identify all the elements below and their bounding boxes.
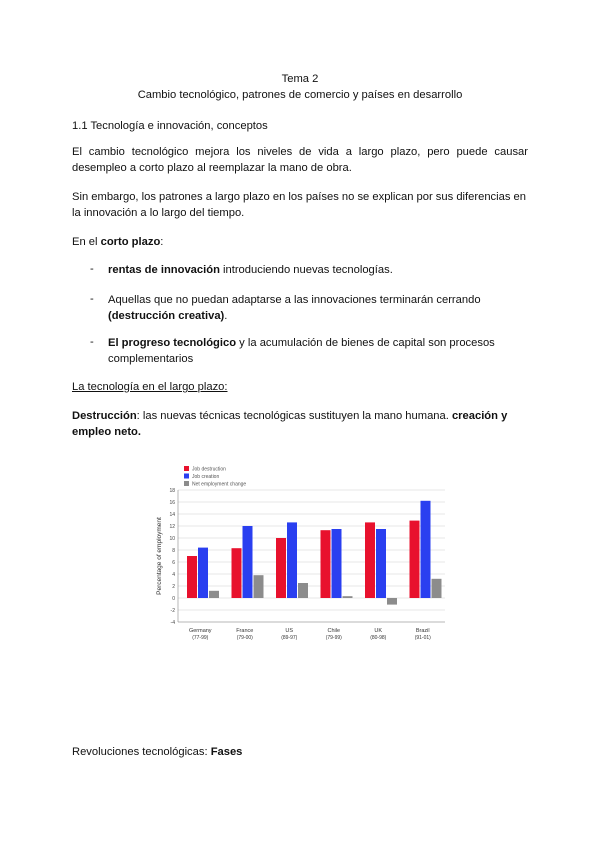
bar-job-destruction xyxy=(365,522,375,598)
bar-job-creation xyxy=(421,501,431,598)
legend-swatch xyxy=(184,474,189,479)
bar-net-employment-change xyxy=(254,575,264,598)
short-term-line xyxy=(72,235,528,251)
destruccion-paragraph xyxy=(72,409,528,440)
bar-job-destruction xyxy=(187,556,197,598)
x-tick-period: (79-00) xyxy=(236,635,253,641)
legend-swatch xyxy=(184,481,189,486)
bar-job-creation xyxy=(243,526,253,598)
y-tick-label: 0 xyxy=(172,596,175,602)
bar-job-destruction xyxy=(232,548,242,598)
revoluciones-bold: Fases xyxy=(210,746,243,758)
bullet-marker: - xyxy=(90,263,94,275)
legend-label: Job destruction xyxy=(192,466,226,473)
legend-label: Job creation xyxy=(192,474,220,480)
y-tick-label: 8 xyxy=(172,548,175,554)
x-tick-period: (79-99) xyxy=(325,635,342,641)
short-term-bold: corto plazo xyxy=(100,236,161,248)
bullet-2-bold: (destrucción creativa) xyxy=(108,309,225,322)
bullet-marker: - xyxy=(90,336,94,348)
bar-job-destruction xyxy=(276,538,286,598)
bar-job-creation xyxy=(198,548,208,598)
bullet-2-end: . xyxy=(224,309,228,322)
y-tick-label: 4 xyxy=(172,572,175,578)
bar-job-creation xyxy=(332,529,342,598)
bar-job-destruction xyxy=(410,521,420,598)
creacion-bold: creación y empleo neto. xyxy=(72,410,508,438)
bar-net-employment-change xyxy=(343,596,353,598)
y-tick-label: -2 xyxy=(170,608,175,614)
x-tick-period: (89-97) xyxy=(281,635,298,641)
bar-job-creation xyxy=(287,522,297,598)
x-tick-label: Brazil xyxy=(415,628,430,634)
bullet-marker: - xyxy=(90,293,94,305)
x-tick-label: Chile xyxy=(327,628,341,634)
y-tick-label: 6 xyxy=(172,560,175,566)
y-tick-label: 18 xyxy=(169,488,175,494)
y-tick-label: 14 xyxy=(169,512,175,518)
short-term-suffix: : xyxy=(160,236,164,248)
bar-net-employment-change xyxy=(209,591,219,598)
bullet-1 xyxy=(108,263,518,279)
destruccion-bold: Destrucción xyxy=(72,410,137,422)
legend-label: Net employment change xyxy=(192,481,247,488)
y-tick-label: 2 xyxy=(172,584,175,590)
bullet-2-text: Aquellas que no puedan adaptarse a las innovaciones terminarán cerrando xyxy=(108,294,481,306)
y-tick-label: -4 xyxy=(170,620,175,626)
y-tick-label: 10 xyxy=(169,536,175,542)
tema-title: Tema 2 xyxy=(281,73,319,85)
tema-subtitle: Cambio tecnológico, patrones de comercio y países en desarrollo xyxy=(137,89,463,101)
y-tick-label: 12 xyxy=(169,524,175,530)
paragraph-2: Sin embargo, los patrones a largo plazo en los países no se explican por sus diferencias en la innovación a lo largo del tiempo. xyxy=(72,191,526,219)
x-tick-label: US xyxy=(285,628,294,634)
x-tick-period: (77-99) xyxy=(192,635,209,641)
section-title: 1.1 Tecnología e innovación, conceptos xyxy=(72,120,268,132)
x-tick-period: (91-01) xyxy=(414,635,431,641)
paragraph-1: El cambio tecnológico mejora los niveles de vida a largo plazo, pero puede causar desempleo a corto plazo al reemplazar la mano de obra. xyxy=(72,146,528,174)
y-tick-label: 16 xyxy=(169,500,175,506)
x-tick-label: Germany xyxy=(188,628,212,634)
x-tick-period: (80-98) xyxy=(370,635,387,641)
bullet-3 xyxy=(108,336,518,367)
bar-net-employment-change xyxy=(387,598,397,605)
x-tick-label: France xyxy=(236,628,254,634)
x-tick-label: UK xyxy=(374,628,383,634)
bullet-1-text: introduciendo nuevas tecnologías. xyxy=(219,264,393,276)
short-term-prefix: En el xyxy=(72,236,101,248)
bar-net-employment-change xyxy=(298,583,308,598)
employment-chart xyxy=(150,462,450,652)
revoluciones-text: Revoluciones tecnológicas: xyxy=(72,746,211,758)
bullet-3-bold: El progreso tecnológico xyxy=(108,337,237,349)
bar-net-employment-change xyxy=(432,579,442,598)
y-axis-label: Percentage of employment xyxy=(156,517,163,595)
bullet-2 xyxy=(108,293,518,324)
revoluciones-line xyxy=(72,745,528,761)
bullet-3-text: y la acumulación de bienes de capital son procesos complementarios xyxy=(108,337,495,365)
bullet-1-bold: rentas de innovación xyxy=(108,264,220,276)
destruccion-text: : las nuevas técnicas tecnológicas sustituyen la mano humana. xyxy=(136,410,452,422)
bar-job-creation xyxy=(376,529,386,598)
legend-swatch xyxy=(184,466,189,471)
bar-job-destruction xyxy=(321,530,331,598)
long-term-heading: La tecnología en el largo plazo: xyxy=(72,381,228,393)
